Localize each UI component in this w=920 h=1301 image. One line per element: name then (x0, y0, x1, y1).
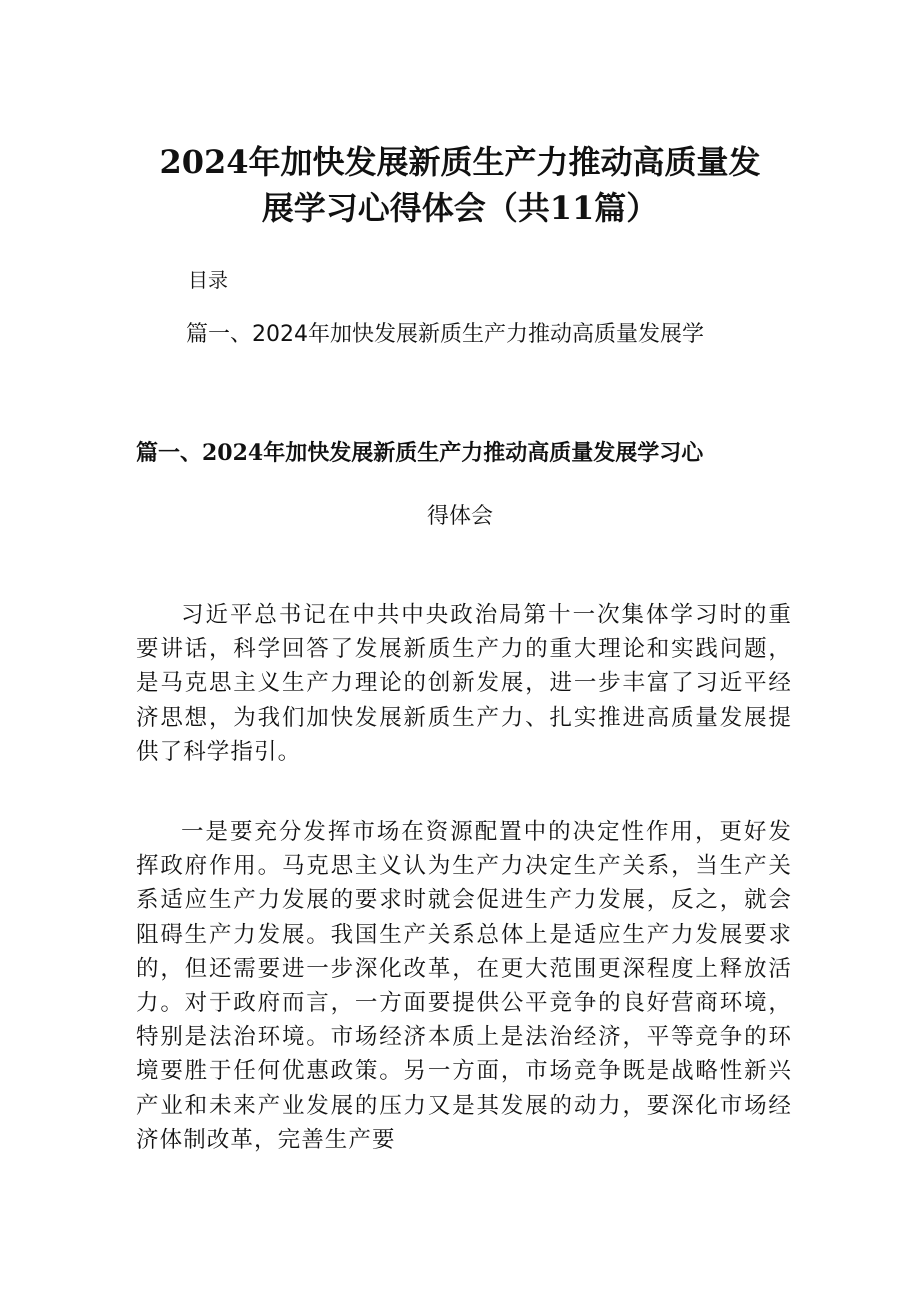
body-paragraph-1: 习近平总书记在中共中央政治局第十一次集体学习时的重要讲话，科学回答了发展新质生产力的重大理论和实践问题，是马克思主义生产力理论的创新发展，进一步丰富了习近平经济思想，为我们加快发展新质生产力、扎实推进高质量发展提供了科学指引。 (136, 602, 792, 765)
section-heading-line-1: 篇一、2024年加快发展新质生产力推动高质量发展学习心 (136, 440, 704, 466)
body-paragraph-2: 一是要充分发挥市场在资源配置中的决定性作用，更好发挥政府作用。马克思主义认为生产力决定生产关系，当生产关系适应生产力发展的要求时就会促进生产力发展，反之，就会阻碍生产力发展。我国生产关系总体上是适应生产力发展要求的，但还需要进一步深化改革，在更大范围更深程度上释放活力。对于政府而言，一方面要提供公平竞争的良好营商环境，特别是法治环境。市场经济本质上是法治经济，平等竞争的环境要胜于任何优惠政策。另一方面，市场竞争既是战略性新兴产业和未来产业发展的压力又是其发展的动力，要深化市场经济体制改革，完善生产要 (136, 819, 792, 1153)
table-of-contents-label: 目录 (188, 268, 228, 292)
document-title-line-2: 展学习心得体会（共11篇） (261, 189, 659, 227)
document-title-line-1: 2024年加快发展新质生产力推动高质量发 (159, 143, 761, 181)
section-heading-line-2: 得体会 (426, 504, 493, 529)
toc-item-1[interactable]: 篇一、2024年加快发展新质生产力推动高质量发展学 (186, 322, 704, 347)
